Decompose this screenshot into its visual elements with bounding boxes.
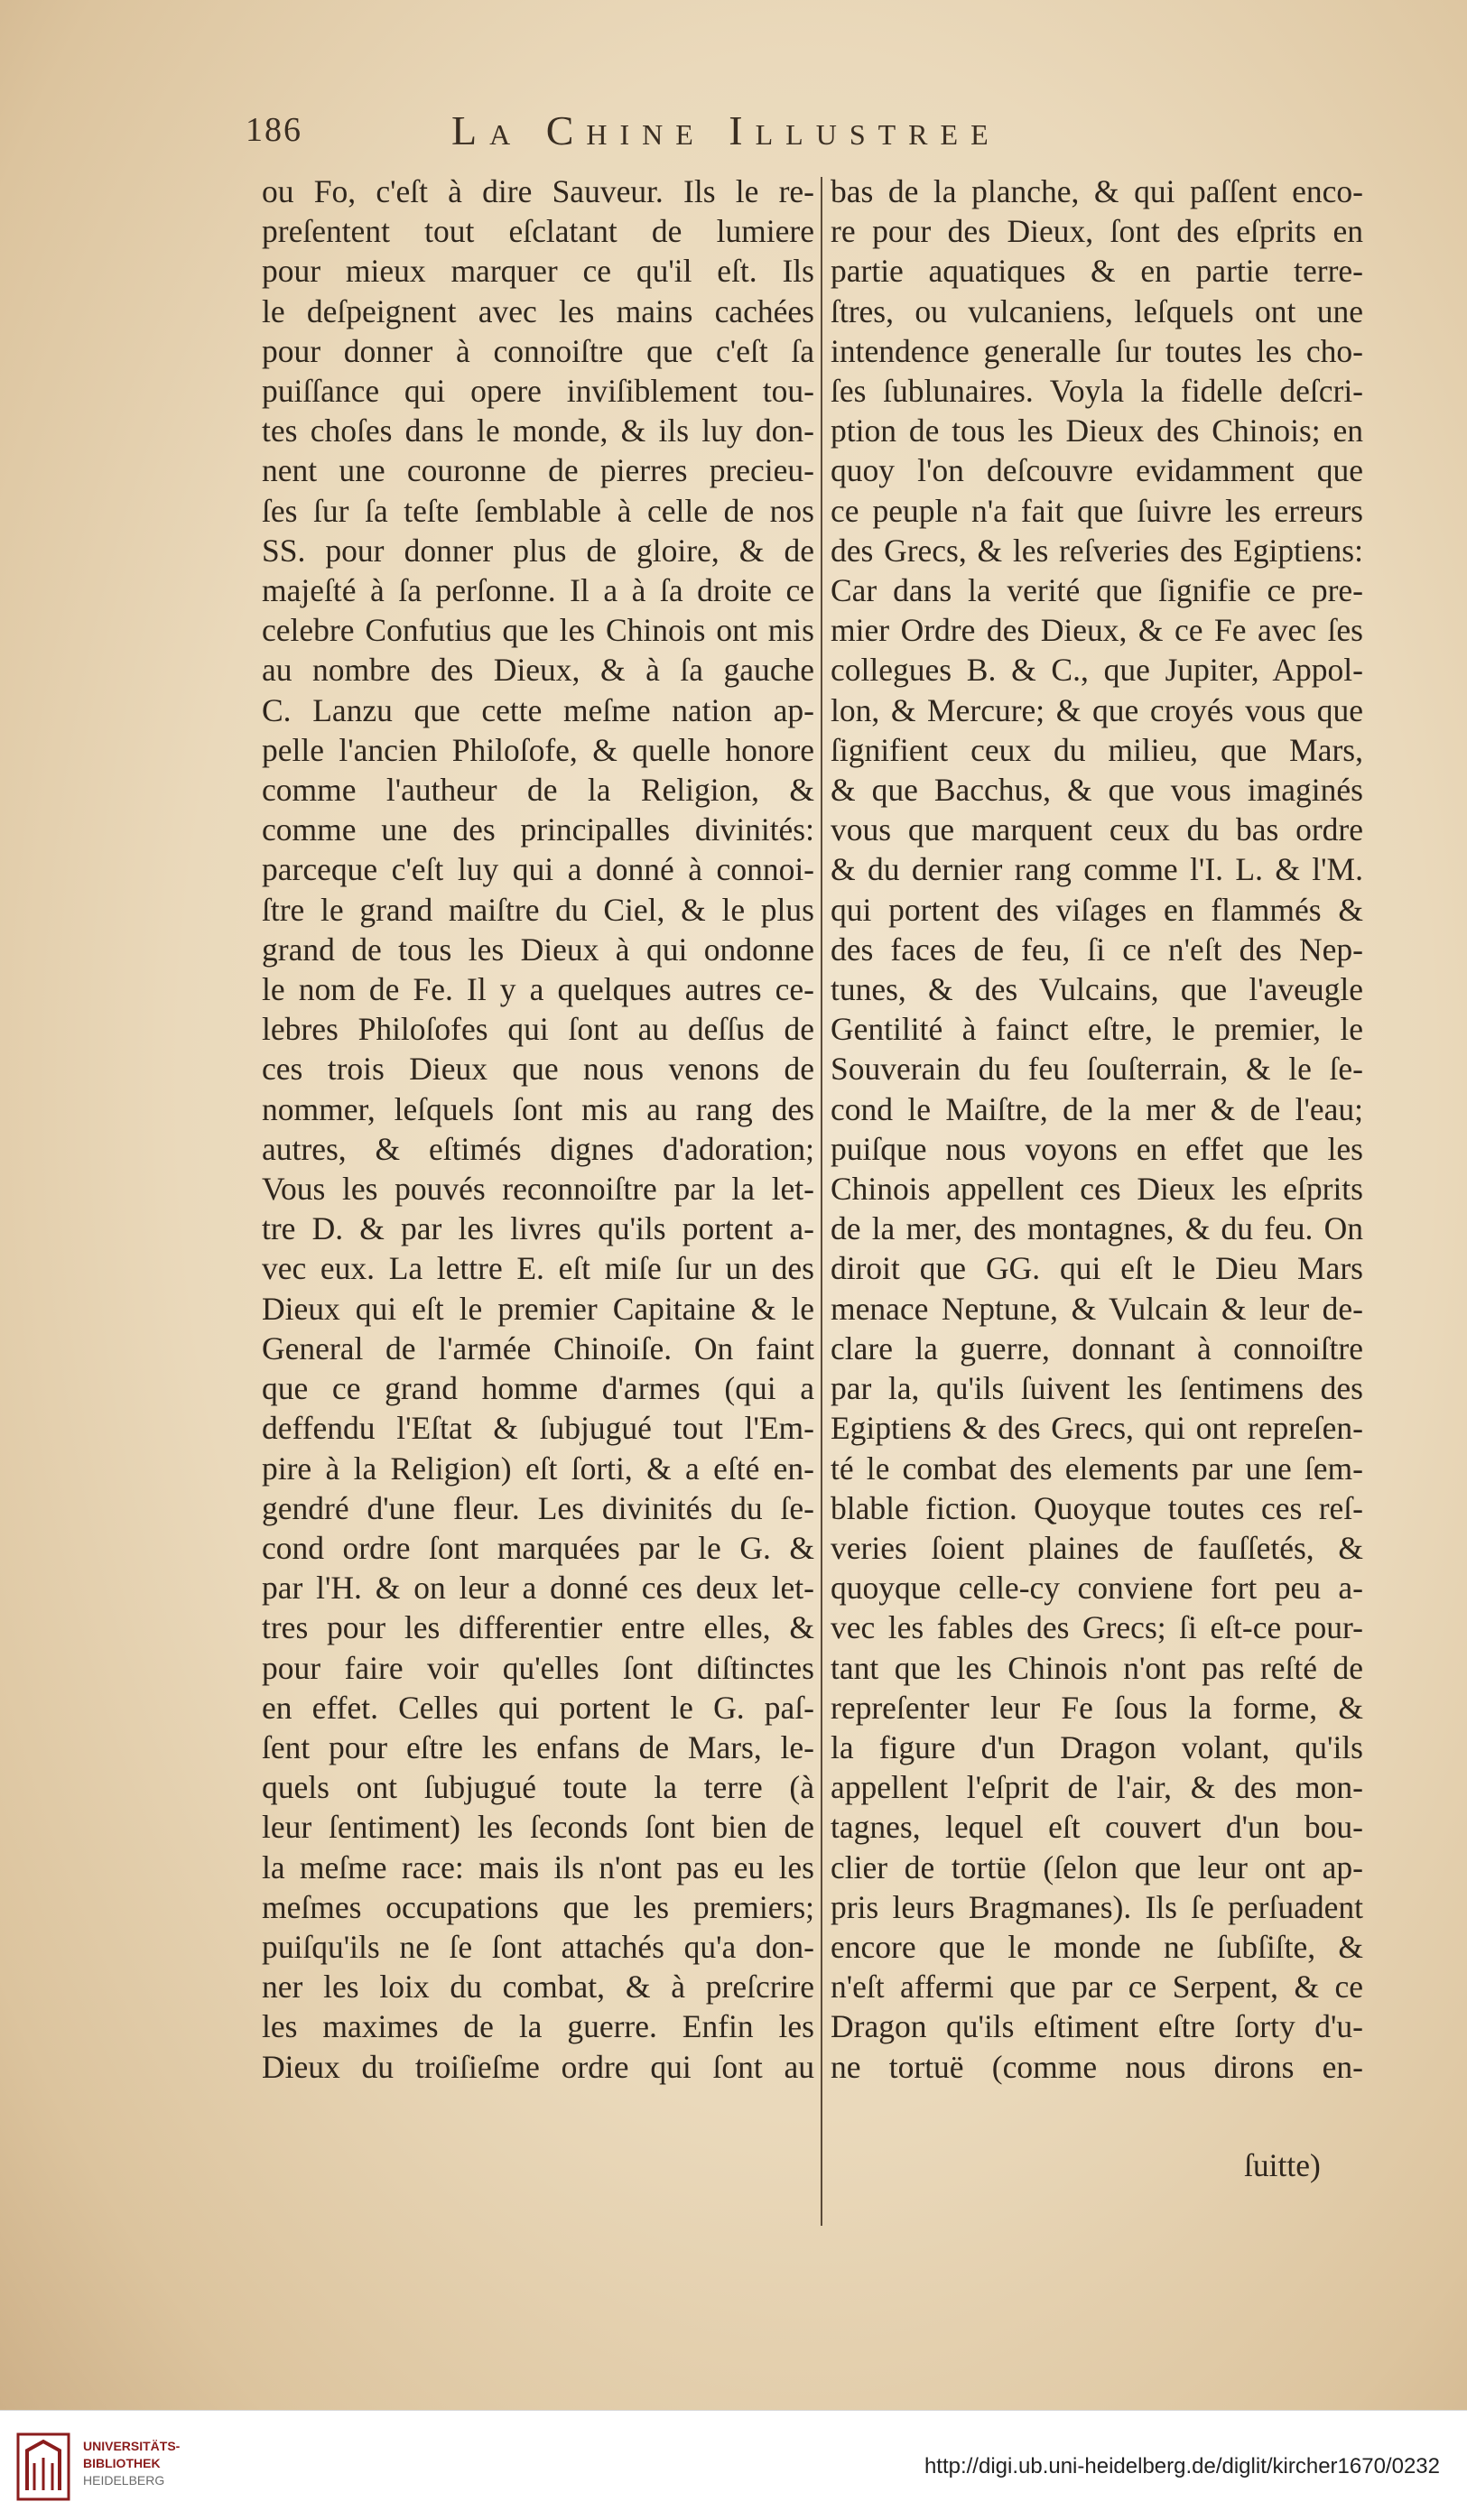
text-line: nent une couronne de pierres precieu- [262,452,814,489]
text-line: General de l'armée Chinoiſe. On faint [262,1329,814,1367]
text-line: Gentilité à fainct eſtre, le premier, le [831,1011,1363,1048]
text-line: tant que les Chinois n'ont pas reſté de [831,1649,1363,1686]
text-line: Souverain du feu ſouſterrain, & le ſe- [831,1051,1363,1088]
text-line: des faces de feu, ſi ce n'eſt des Nep- [831,931,1363,968]
text-line: ſes ſublunaires. Voyla la fidelle deſcri- [831,373,1363,410]
text-line: comme l'autheur de la Religion, & [262,772,814,809]
text-line: pire à la Religion) eſt ſorti, & a eſté en- [262,1450,814,1487]
text-line: en effet. Celles qui portent le G. paſ- [262,1689,814,1726]
text-line: preſentent tout eſclatant de lumiere [262,213,814,250]
text-line: la figure d'un Dragon volant, qu'ils [831,1728,1363,1765]
text-line: au nombre des Dieux, & à ſa gauche [262,652,814,689]
text-line: ſent pour eſtre les enfans de Mars, le- [262,1728,814,1765]
text-line: ne tortuë (comme nous dirons en- [831,2048,1363,2085]
text-line: Chinois appellent ces Dieux les eſprits [831,1171,1363,1208]
text-line: vec les fables des Grecs; ſi eſt-ce pour- [831,1609,1363,1646]
text-line: ou Fo, c'eſt à dire Sauveur. Ils le re- [262,173,814,209]
text-line: pelle l'ancien Philoſofe, & quelle honore [262,731,814,768]
text-line: & du dernier rang comme l'I. L. & l'M. [831,851,1363,888]
text-line: tre D. & par les livres qu'ils portent a- [262,1210,814,1247]
text-line: lon, & Mercure; & que croyés vous que [831,691,1363,728]
text-line: ſignifient ceux du milieu, que Mars, [831,731,1363,768]
page-number: 186 [246,111,302,149]
text-line: Car dans la verité que ſignifie ce pre- [831,572,1363,609]
library-name[interactable] [83,2438,180,2489]
text-line: ſtre le grand maiſtre du Ciel, & le plus [262,891,814,928]
text-line: clare la guerre, donnant à connoiſtre [831,1329,1363,1367]
column-divider [821,177,822,2226]
text-line: SS. pour donner plus de gloire, & de [262,532,814,569]
text-line: encore que le monde ne ſubſiſte, & [831,1928,1363,1965]
text-line: la meſme race: mais ils n'ont pas eu les [262,1848,814,1885]
text-line: gendré d'une fleur. Les divinités du ſe- [262,1489,814,1526]
text-line: tres pour les differentier entre elles, & [262,1609,814,1646]
text-line: autres, & eſtimés dignes d'adoration; [262,1130,814,1167]
library-name-line: UNIVERSITÄTS- [83,2439,181,2453]
text-line: grand de tous les Dieux à qui ondonne [262,931,814,968]
text-line: quoyque celle-cy conviene fort peu a- [831,1570,1363,1607]
text-line: qui portent des viſages en flammés & [831,891,1363,928]
text-line: tunes, & des Vulcains, que l'aveugle [831,971,1363,1008]
library-logo-icon[interactable] [14,2431,72,2503]
text-line: le nom de Fe. Il y a quelques autres ce- [262,971,814,1008]
text-line: veries ſoient plaines de fauſſetés, & [831,1529,1363,1566]
text-line: partie aquatiques & en partie terre- [831,253,1363,290]
text-line: Vous les pouvés reconnoiſtre par la let- [262,1171,814,1208]
text-line: nommer, leſquels ſont mis au rang des [262,1090,814,1127]
text-line: ption de tous les Dieux des Chinois; en [831,412,1363,449]
text-line: appellent l'eſprit de l'air, & des mon- [831,1769,1363,1806]
text-line: menace Neptune, & Vulcain & leur de- [831,1290,1363,1327]
text-line: pour mieux marquer ce qu'il eſt. Ils [262,253,814,290]
text-line: puiſque nous voyons en effet que les [831,1130,1363,1167]
running-title: La Chine Illustree [451,107,1001,153]
text-line: cond le Maiſtre, de la mer & de l'eau; [831,1090,1363,1127]
text-line: pour faire voir qu'elles ſont diſtinctes [262,1649,814,1686]
text-line: parceque c'eſt luy qui a donné à connoi- [262,851,814,888]
permalink-url[interactable]: http://digi.ub.uni-heidelberg.de/diglit/kircher1670/0232 [924,2454,1440,2478]
text-line: Dieux du troiſieſme ordre qui ſont au [262,2048,814,2085]
text-line: tagnes, lequel eſt couvert d'un bou- [831,1809,1363,1846]
text-line: majeſté à ſa perſonne. Il a à ſa droite ce [262,572,814,609]
text-line: que ce grand homme d'armes (qui a [262,1370,814,1407]
right-text-column [831,171,1363,2087]
text-line: Dragon qu'ils eſtiment eſtre ſorty d'u- [831,2008,1363,2045]
text-line: de la mer, des montagnes, & du feu. On [831,1210,1363,1247]
text-line: ces trois Dieux que nous venons de [262,1051,814,1088]
text-line: des Grecs, & les reſveries des Egiptiens: [831,532,1363,569]
text-line: vous que marquent ceux du bas ordre [831,811,1363,848]
text-line: deffendu l'Eſtat & ſubjugué tout l'Em- [262,1410,814,1447]
viewer-footer [0,2410,1467,2520]
library-name-line: BIBLIOTHEK [83,2456,161,2470]
text-line: té le combat des elements par une ſem- [831,1450,1363,1487]
text-line: vec eux. La lettre E. eſt miſe ſur un des [262,1250,814,1287]
text-line: ſes ſur ſa teſte ſemblable à celle de nos [262,492,814,529]
left-text-column [262,171,814,2087]
text-line: collegues B. & C., que Jupiter, Appol- [831,652,1363,689]
text-line: re pour des Dieux, ſont des eſprits en [831,213,1363,250]
library-city: HEIDELBERG [83,2473,165,2488]
text-line: n'eſt affermi que par ce Serpent, & ce [831,1969,1363,2006]
text-line: lebres Philoſofes qui ſont au deſſus de [262,1011,814,1048]
text-line: tes choſes dans le monde, & ils luy don- [262,412,814,449]
text-line: clier de tortüe (ſelon que leur ont ap- [831,1848,1363,1885]
text-line: quoy l'on deſcouvre evidamment que [831,452,1363,489]
text-line: intendence generalle ſur toutes les cho- [831,332,1363,369]
text-line: Dieux qui eſt le premier Capitaine & le [262,1290,814,1327]
text-line: bas de la planche, & qui paſſent enco- [831,173,1363,209]
text-line: comme une des principalles divinités: [262,811,814,848]
text-line: les maximes de la guerre. Enfin les [262,2008,814,2045]
text-line: leur ſentiment) les ſeconds ſont bien de [262,1809,814,1846]
text-line: pour donner à connoiſtre que c'eſt ſa [262,332,814,369]
text-line: quels ont ſubjugué toute la terre (à [262,1769,814,1806]
text-line: par la, qu'ils ſuivent les ſentimens des [831,1370,1363,1407]
text-line: puiſſance qui opere inviſiblement tou- [262,373,814,410]
text-line: meſmes occupations que les premiers; [262,1888,814,1925]
text-line: Egiptiens & des Grecs, qui ont repreſen- [831,1410,1363,1447]
text-line: diroit que GG. qui eſt le Dieu Mars [831,1250,1363,1287]
text-line: ce peuple n'a fait que ſuivre les erreurs [831,492,1363,529]
text-line: celebre Confutius que les Chinois ont mis [262,612,814,649]
text-line: repreſenter leur Fe ſous la forme, & [831,1689,1363,1726]
text-line: ner les loix du combat, & à preſcrire [262,1969,814,2006]
text-line: & que Bacchus, & que vous imaginés [831,772,1363,809]
catchword: ſuitte) [1244,2147,1321,2183]
text-line: pris leurs Bragmanes). Ils ſe perſuadent [831,1888,1363,1925]
text-line: mier Ordre des Dieux, & ce Fe avec ſes [831,612,1363,649]
text-line: ſtres, ou vulcaniens, leſquels ont une [831,292,1363,329]
text-line: blable fiction. Quoyque toutes ces reſ- [831,1489,1363,1526]
text-line: par l'H. & on leur a donné ces deux let- [262,1570,814,1607]
text-line: cond ordre ſont marquées par le G. & [262,1529,814,1566]
text-line: le deſpeignent avec les mains cachées [262,292,814,329]
text-line: C. Lanzu que cette meſme nation ap- [262,691,814,728]
text-line: puiſqu'ils ne ſe ſont attachés qu'a don- [262,1928,814,1965]
